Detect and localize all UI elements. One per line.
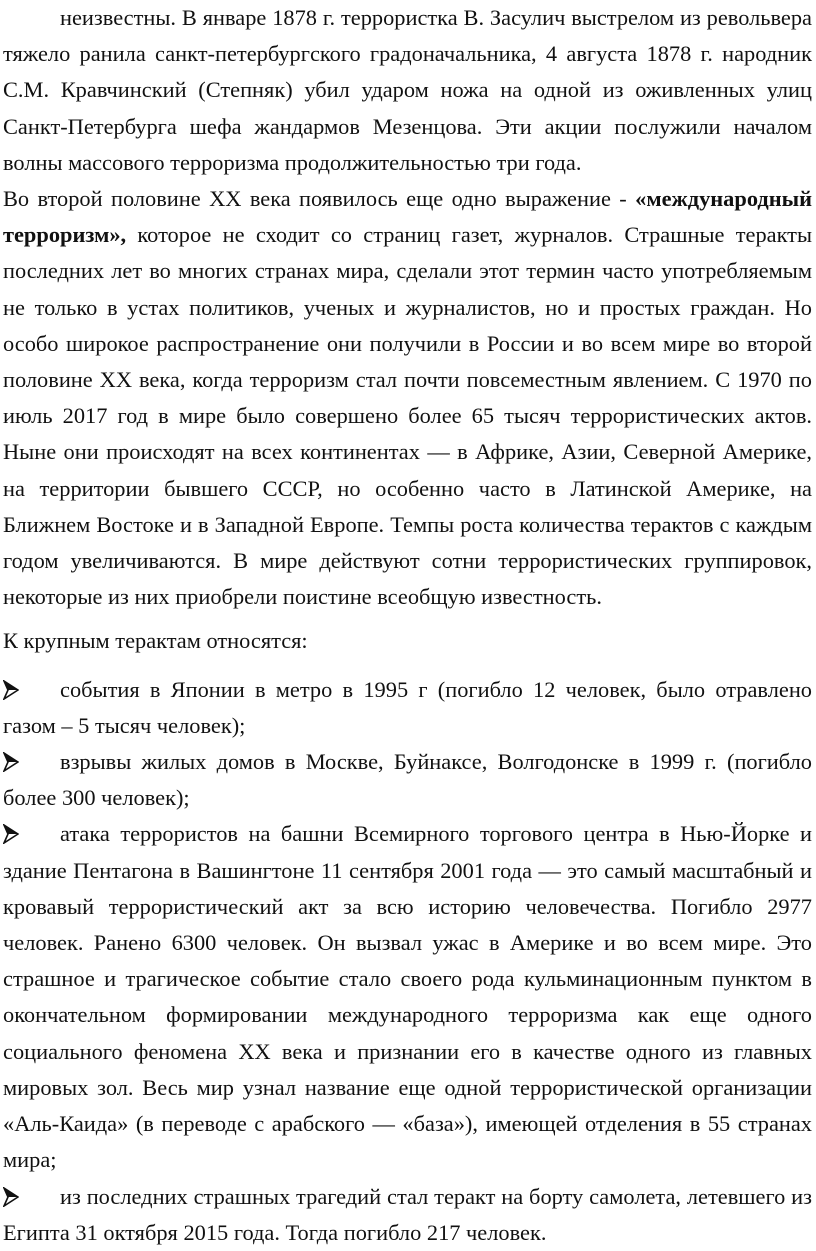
arrowhead-bullet-icon [3, 1187, 19, 1207]
paragraph-international-terrorism [3, 181, 812, 615]
list-item-text: атака террористов на башни Всемирного торгового центра в Нью-Йорке и здание Пентагона в Вашингтоне 11 сентября 2001 года — это самый масштабный и кровавый террористический акт за всю историю человечества. Погибло 2977 человек. Ранено 6300 человек. Он вызвал ужас в Америке и во всем мире. Это страшное и трагическое событие стало своего рода кульминационным пунктом в окончательном формировании международного терроризма как еще одного социального феномена XX века и признании его в качестве одного из главных мировых зол. Весь мир узнал название еще одной террористической организации «Аль-Каида» (в переводе с арабского — «база»), имеющей отделения в 55 странах мира; [3, 821, 812, 1173]
list-item-september-11 [3, 816, 812, 1178]
list-item-text: взрывы жилых домов в Москве, Буйнаксе, Волгодонске в 1999 г. (погибло более 300 человек); [3, 749, 812, 811]
list-item-egypt-flight [3, 1179, 812, 1251]
paragraph-zasulich: неизвестны. В январе 1878 г. террористка В. Засулич выстрелом из револьвера тяжело ранила санкт-петербургского градоначальника, 4 августа 1878 г. народник С.М. Кравчинский (Степняк) убил ударом ножа на одной из оживленных улиц Санкт-Петербурга шефа жандармов Мезенцова. Эти акции послужили началом волны массового терроризма продолжительностью три года. [3, 5, 812, 175]
arrowhead-bullet-icon [3, 680, 19, 700]
list-item-text: из последних страшных трагедий стал теракт на борту самолета, летевшего из Египта 31 октября 2015 года. Тогда погибло 217 человек. [3, 1183, 812, 1245]
list-item-moscow [3, 744, 812, 816]
arrowhead-bullet-icon [3, 752, 19, 772]
term-international-terrorism: «международный терроризм», [3, 186, 812, 248]
paragraph-2-start: Во второй половине XX века появилось еще одно выражение - [3, 186, 636, 212]
list-intro: К крупным терактам относятся: [3, 628, 308, 654]
terror-attacks-list [3, 672, 812, 1251]
list-item-text: события в Японии в метро в 1995 г (погибло 12 человек, было отравлено газом – 5 тысяч человек); [3, 676, 812, 738]
list-item-japan [3, 672, 812, 744]
paragraph-2-rest: которое не сходит со страниц газет, журналов. Страшные теракты последних лет во многих странах мира, сделали этот термин часто употребляемым не только в устах политиков, ученых и журналистов, но и простых граждан. Но особо широкое распространение они получили в России и во всем мире во второй половине XX века, когда терроризм стал почти повсеместным явлением. С 1970 по июль 2017 год в мире было совершено более 65 тысяч террористических актов. Ныне они происходят на всех континентах — в Африке, Азии, Северной Америке, на территории бывшего СССР, но особенно часто в Латинской Америке, на Ближнем Востоке и в Западной Европе. Темпы роста количества терактов с каждым годом увеличиваются. В мире действуют сотни террористических группировок, некоторые из них приобрели поистине всеобщую известность. [3, 222, 812, 610]
arrowhead-bullet-icon [3, 824, 19, 844]
